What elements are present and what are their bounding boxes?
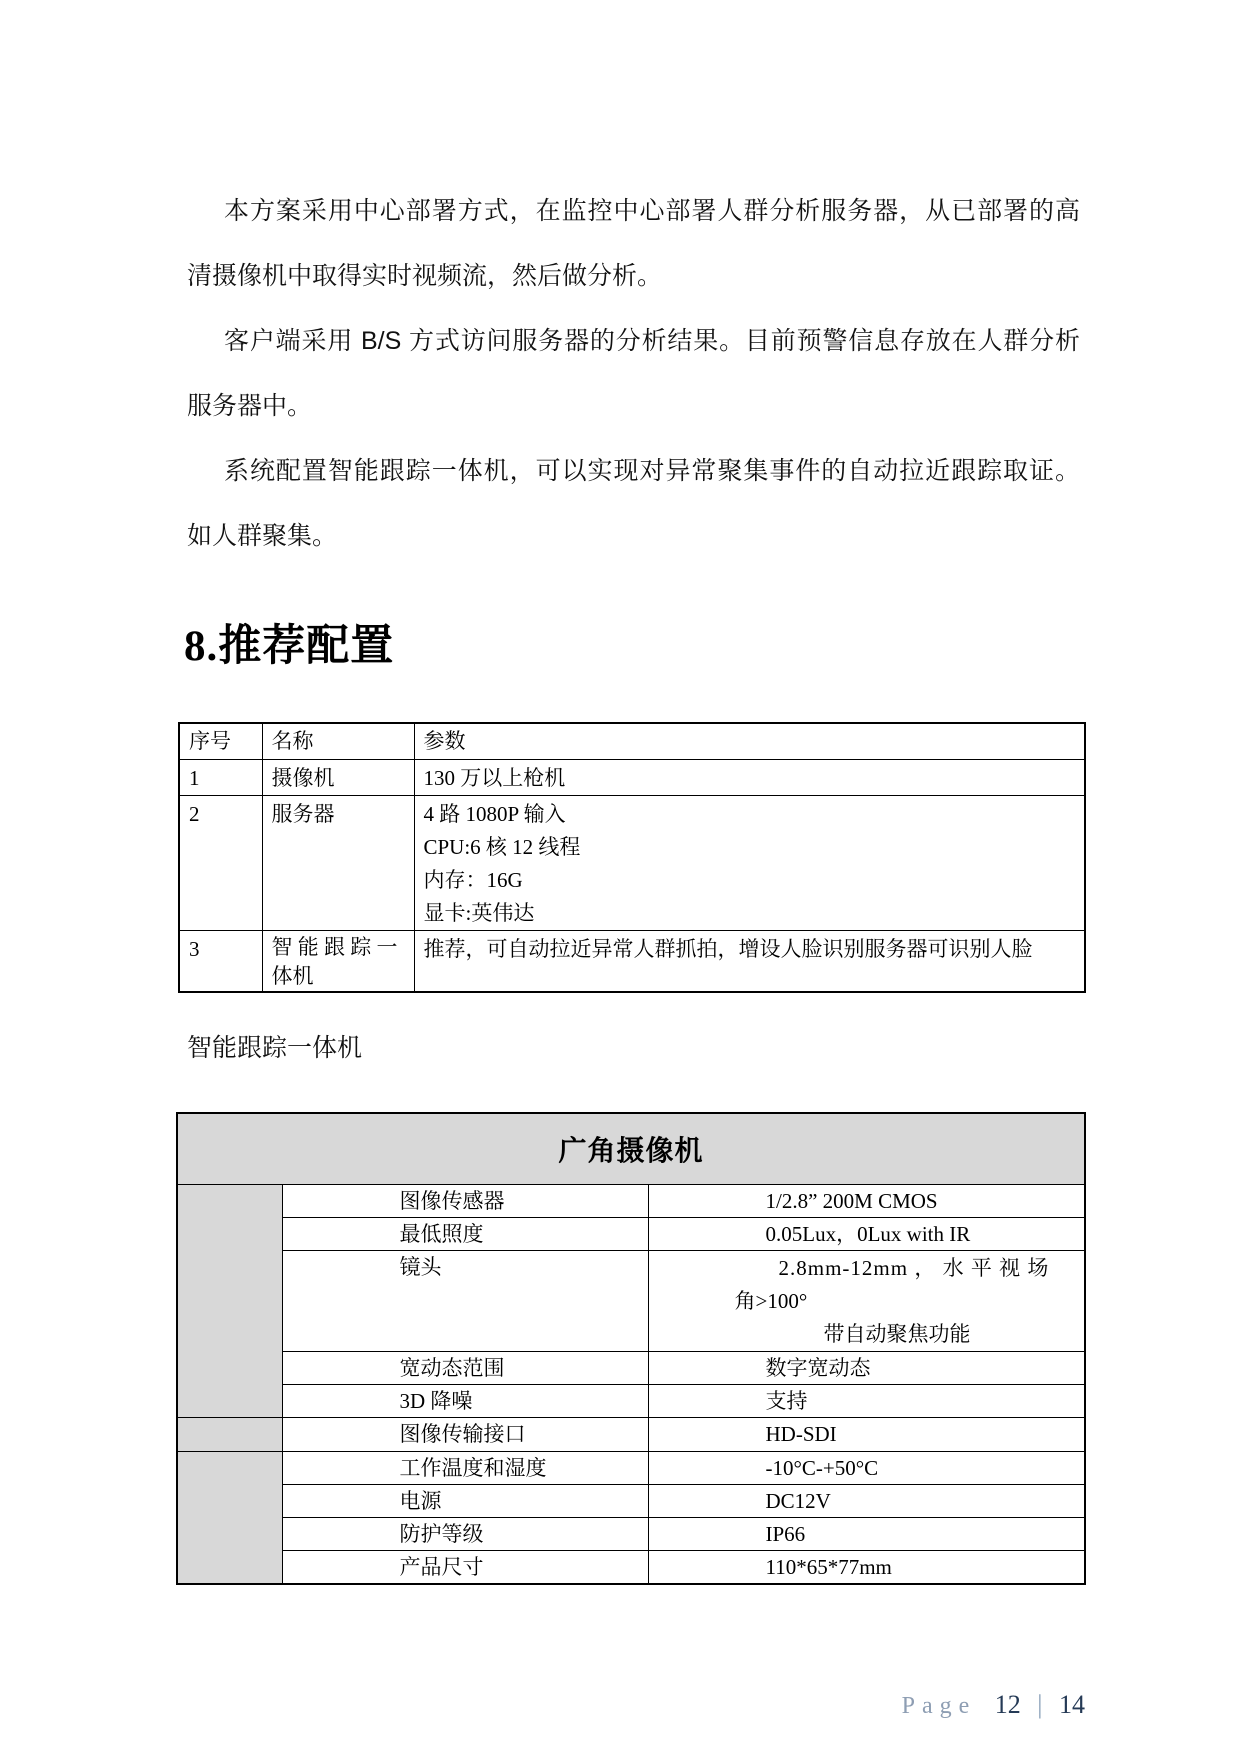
spec-value: 110*65*77mm bbox=[648, 1551, 1085, 1585]
spec-label: 工作温度和湿度 bbox=[282, 1452, 648, 1485]
param-line: 4 路 1080P 输入 bbox=[423, 802, 566, 826]
spec-label: 3D 降噪 bbox=[282, 1385, 648, 1418]
spec-label: 镜头 bbox=[282, 1251, 648, 1352]
spec-value: 0.05Lux，0Lux with IR bbox=[648, 1218, 1085, 1251]
spec-row bbox=[177, 1452, 1085, 1485]
section-heading: 8.推荐配置 bbox=[184, 623, 395, 670]
spec-label: 电源 bbox=[282, 1485, 648, 1518]
table-row bbox=[179, 796, 1085, 931]
table-row bbox=[179, 760, 1085, 796]
spec-label: 防护等级 bbox=[282, 1518, 648, 1551]
paragraph-line: 系统配置智能跟踪一体机，可以实现对异常聚集事件的自动拉近跟踪取证。 bbox=[224, 457, 1080, 485]
spec-value bbox=[648, 1251, 1085, 1352]
spec-label: 图像传输接口 bbox=[282, 1418, 648, 1452]
paragraph-line: 本方案采用中心部署方式，在监控中心部署人群分析服务器，从已部署的高 bbox=[224, 197, 1080, 225]
name-line: 智 能 跟 踪 一 bbox=[271, 935, 398, 959]
paragraph-line: 清摄像机中取得实时视频流，然后做分析。 bbox=[187, 262, 663, 290]
spec-value: 支持 bbox=[648, 1385, 1085, 1418]
cell-name bbox=[262, 931, 414, 993]
table-header-row bbox=[179, 723, 1085, 760]
paragraph-line: 客户端采用 B/S 方式访问服务器的分析结果。目前预警信息存放在人群分析 bbox=[224, 327, 1080, 355]
cell-name: 摄像机 bbox=[262, 760, 414, 796]
footer-page-label: Page bbox=[901, 1693, 977, 1719]
spec-label: 最低照度 bbox=[282, 1218, 648, 1251]
footer-current-page: 12 bbox=[994, 1690, 1021, 1719]
name-line: 体机 bbox=[271, 964, 314, 988]
spec-row bbox=[177, 1352, 1085, 1385]
cell-params bbox=[414, 796, 1085, 931]
cell-params: 130 万以上枪机 bbox=[414, 760, 1085, 796]
spec-value-line: 2.8mm-12mm ， 水 平 视 场 bbox=[778, 1256, 1050, 1280]
spec-row bbox=[177, 1218, 1085, 1251]
cell-no: 1 bbox=[179, 760, 262, 796]
group-shaded-cell bbox=[177, 1185, 282, 1418]
spec-row bbox=[177, 1418, 1085, 1452]
spec-row bbox=[177, 1485, 1085, 1518]
subsection-label: 智能跟踪一体机 bbox=[187, 1034, 363, 1062]
spec-value: -10°C-+50°C bbox=[648, 1452, 1085, 1485]
spec-label: 宽动态范围 bbox=[282, 1352, 648, 1385]
group-shaded-cell bbox=[177, 1418, 282, 1452]
recommended-config-table bbox=[178, 722, 1086, 993]
spec-table-title: 广角摄像机 bbox=[177, 1113, 1085, 1185]
footer-separator: | bbox=[1037, 1690, 1043, 1719]
spec-row bbox=[177, 1185, 1085, 1218]
column-header-name: 名称 bbox=[262, 723, 414, 760]
spec-row bbox=[177, 1251, 1085, 1352]
spec-row bbox=[177, 1385, 1085, 1418]
spec-title-row bbox=[177, 1113, 1085, 1185]
camera-spec-table bbox=[176, 1112, 1086, 1585]
spec-label: 图像传感器 bbox=[282, 1185, 648, 1218]
param-line: CPU:6 核 12 线程 bbox=[423, 835, 581, 859]
spec-value: 数字宽动态 bbox=[648, 1352, 1085, 1385]
group-shaded-cell bbox=[177, 1452, 282, 1585]
spec-row bbox=[177, 1518, 1085, 1551]
page-footer bbox=[902, 1690, 1085, 1720]
spec-value: HD-SDI bbox=[648, 1418, 1085, 1452]
spec-value: 1/2.8” 200M CMOS bbox=[648, 1185, 1085, 1218]
cell-name: 服务器 bbox=[262, 796, 414, 931]
cell-no: 3 bbox=[179, 931, 262, 993]
spec-value-line: 带自动聚焦功能 bbox=[823, 1322, 971, 1346]
param-line: 内存：16G bbox=[423, 868, 523, 892]
paragraph-line: 服务器中。 bbox=[187, 392, 313, 420]
spec-value-line: 角>100° bbox=[734, 1289, 808, 1313]
table-row bbox=[179, 931, 1085, 993]
spec-label: 产品尺寸 bbox=[282, 1551, 648, 1585]
footer-total-pages: 14 bbox=[1059, 1690, 1085, 1719]
spec-value: DC12V bbox=[648, 1485, 1085, 1518]
spec-row bbox=[177, 1551, 1085, 1585]
spec-value: IP66 bbox=[648, 1518, 1085, 1551]
param-line: 显卡:英伟达 bbox=[423, 901, 535, 925]
column-header-no: 序号 bbox=[179, 723, 262, 760]
paragraph-line: 如人群聚集。 bbox=[187, 522, 338, 550]
cell-no: 2 bbox=[179, 796, 262, 931]
column-header-params: 参数 bbox=[414, 723, 1085, 760]
cell-params: 推荐，可自动拉近异常人群抓拍，增设人脸识别服务器可识别人脸 bbox=[414, 931, 1085, 993]
